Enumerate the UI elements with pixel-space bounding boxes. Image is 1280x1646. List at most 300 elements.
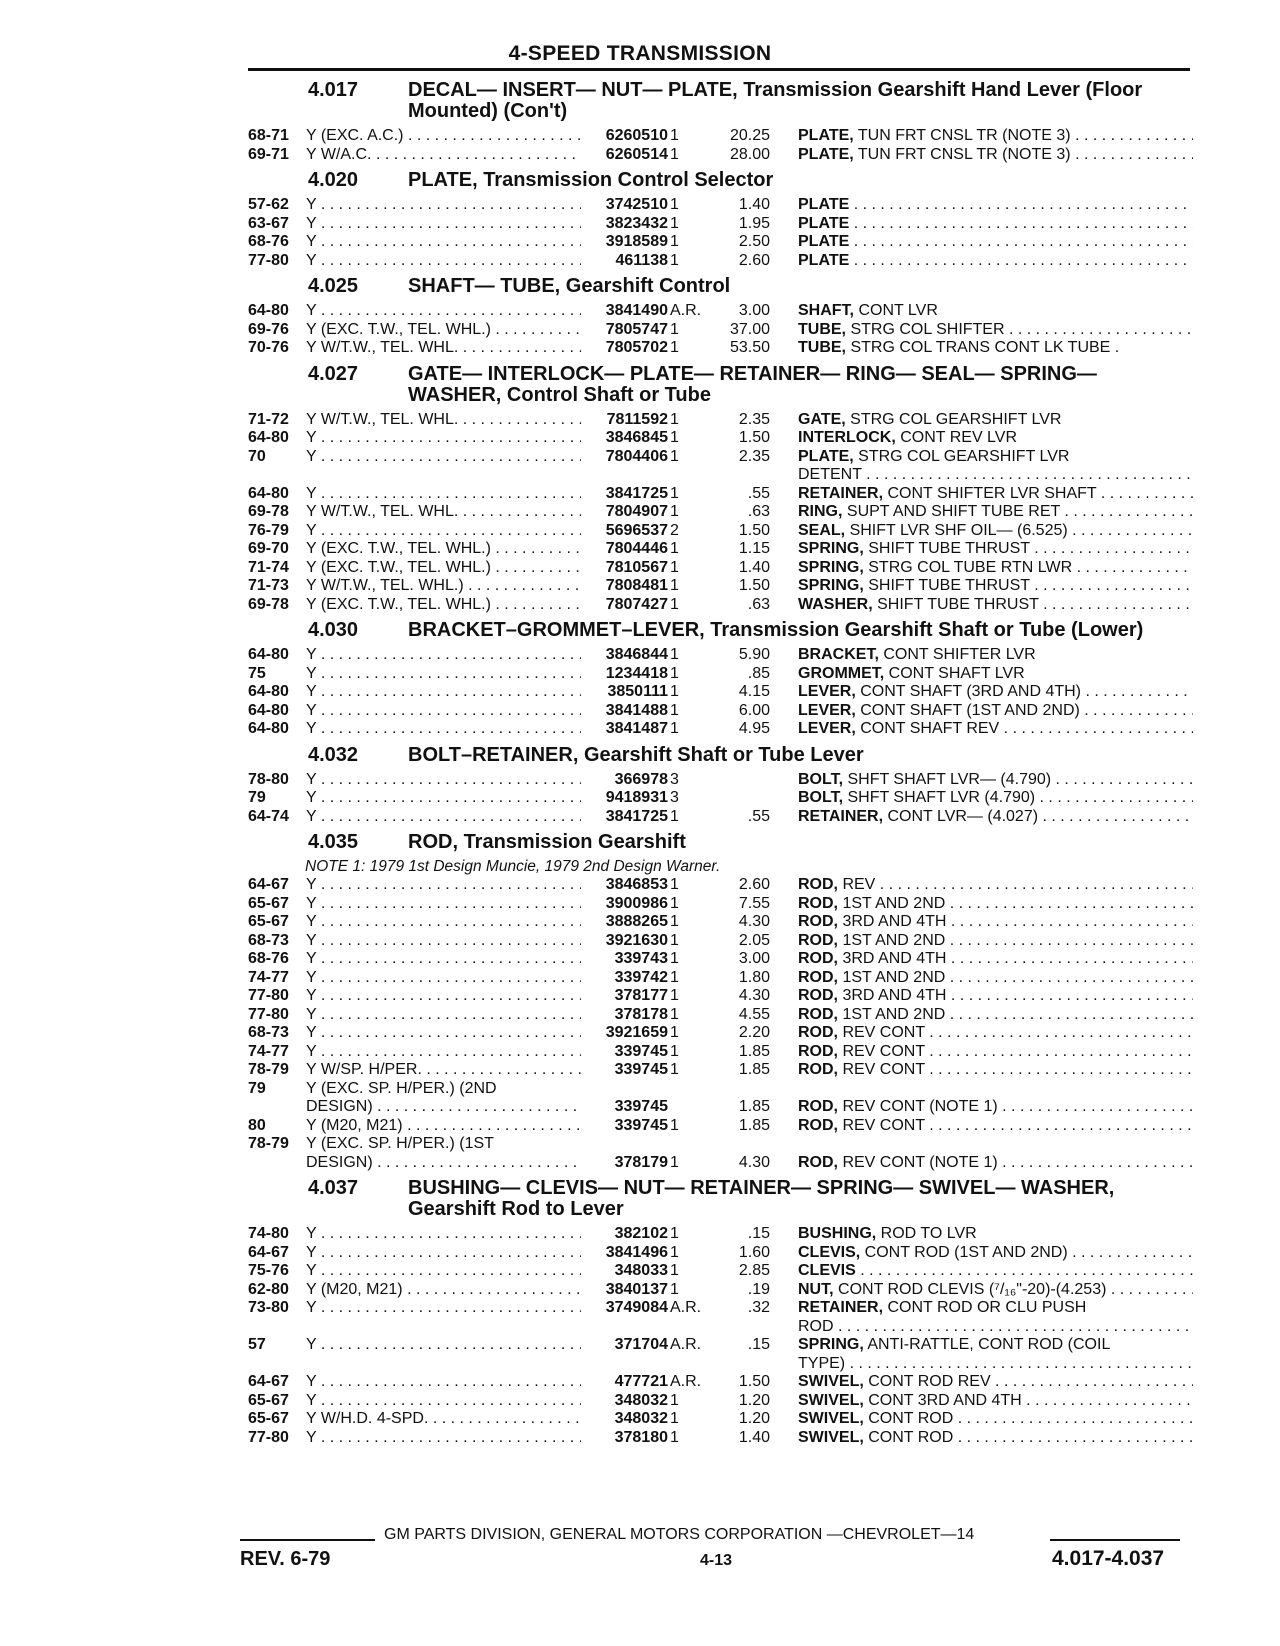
part-description: [770, 771, 1193, 790]
model-years: 64-80: [248, 484, 289, 502]
part-number: 382102: [614, 1225, 668, 1242]
application: Y . . .: [306, 1024, 581, 1043]
part-name: SEAL,: [798, 521, 846, 539]
part-row: [248, 1043, 1193, 1062]
part-name: SPRING,: [798, 577, 864, 594]
part-row: [248, 233, 1193, 252]
model-years: 77-80: [248, 987, 289, 1004]
application: Y . . .: [306, 522, 581, 541]
part-description: [770, 646, 1193, 665]
part-description: [770, 215, 1193, 234]
section-title-description: Transmission Gearshift Hand Lever (Floor Mounted) (Con't): [408, 79, 1143, 122]
section-title: [408, 170, 1193, 191]
part-description: [770, 1080, 1193, 1099]
part-number: 3888265: [605, 913, 668, 930]
part-number: 7808481: [605, 577, 668, 594]
part-number: 7805747: [605, 320, 668, 338]
part-number: 3850111: [607, 683, 668, 700]
price: 1.85: [738, 1042, 770, 1060]
part-row: [248, 1355, 1193, 1374]
section-title-description: Transmission Gearshift Shaft or Tube (Lower): [710, 619, 1144, 641]
section-title: [408, 620, 1193, 641]
part-description: [770, 683, 1193, 702]
part-row: [248, 683, 1193, 702]
part-row: [248, 1061, 1193, 1080]
part-description: [770, 895, 1193, 914]
model-years: 73-80: [248, 1299, 289, 1316]
part-row: [248, 1006, 1193, 1025]
price: 1.20: [738, 1391, 770, 1409]
part-number: 3840137: [605, 1280, 668, 1298]
part-description: [770, 1336, 1193, 1355]
part-name: ROD,: [798, 950, 838, 967]
part-detail: CONT SHAFT (3RD AND 4TH): [855, 683, 1082, 700]
quantity: 1: [670, 447, 679, 465]
quantity: 1: [670, 1391, 679, 1409]
model-years: 65-67: [248, 1391, 289, 1409]
part-name: PLATE: [798, 214, 850, 232]
part-description: [770, 411, 1193, 430]
footer-rule-right: [1050, 1539, 1180, 1541]
model-years: 74-77: [248, 968, 289, 986]
part-detail: TYPE): [798, 1354, 846, 1372]
part-description: [770, 196, 1193, 215]
part-name: PLATE,: [798, 145, 854, 163]
part-detail: STRG COL TUBE RTN LWR: [863, 558, 1073, 576]
price: .63: [747, 595, 770, 613]
part-number: 378179: [614, 1153, 668, 1171]
section-title: [408, 832, 1193, 853]
quantity: 1: [670, 595, 679, 613]
quantity: 1: [670, 913, 679, 930]
part-description: [770, 1373, 1193, 1392]
quantity: 1: [670, 577, 679, 594]
part-number: 7807427: [605, 595, 668, 613]
section-heading: [248, 364, 1193, 406]
price: 4.55: [738, 1005, 770, 1023]
section-title-description: Transmission Control Selector: [483, 169, 774, 191]
part-name: SPRING,: [798, 558, 864, 576]
part-name: SPRING,: [798, 1336, 864, 1353]
part-number: 3841496: [605, 1243, 668, 1261]
model-years: 79: [248, 789, 266, 806]
part-name: SWIVEL,: [798, 1373, 864, 1390]
quantity: 1: [670, 127, 679, 144]
section-title: [408, 1178, 1193, 1220]
quantity: 1: [670, 1428, 679, 1446]
application: Y . . .: [306, 665, 581, 684]
part-row: [248, 1410, 1193, 1429]
model-years: [248, 1318, 306, 1337]
application: Y . . .: [306, 448, 581, 467]
part-description: [770, 127, 1193, 146]
model-years: 79: [248, 1079, 266, 1097]
application: Y W/A.C. . . .: [306, 146, 581, 165]
section-title-keywords: DECAL— INSERT— NUT— PLATE,: [408, 79, 744, 101]
price: 5.90: [738, 646, 770, 663]
price: [710, 789, 770, 808]
part-description: [770, 1355, 1193, 1374]
application: Y . . .: [306, 1043, 581, 1062]
section-title-keywords: BUSHING— CLEVIS— NUT— RETAINER— SPRING— SWIVEL— WASHER,: [408, 1177, 1115, 1199]
part-description: [770, 1318, 1193, 1337]
application: Y (EXC. T.W., TEL. WHL.) . . .: [306, 559, 581, 578]
price: 3.00: [738, 950, 770, 967]
part-row: [248, 577, 1193, 596]
quantity: A.R.: [670, 1336, 702, 1353]
price: 4.15: [738, 683, 770, 700]
section-title-keywords: SHAFT— TUBE,: [408, 275, 566, 297]
model-years: 71-72: [248, 410, 289, 428]
model-years: 77-80: [248, 1428, 289, 1446]
model-years: 69-78: [248, 595, 289, 613]
part-number: [581, 1080, 668, 1099]
model-years: 71-73: [248, 577, 289, 594]
part-description: [770, 1135, 1193, 1154]
part-description: [770, 1262, 1193, 1281]
price: 1.20: [738, 1410, 770, 1427]
application: [306, 1355, 581, 1374]
part-description: [770, 302, 1193, 321]
part-detail: TUN FRT CNSL TR (NOTE 3): [853, 127, 1071, 144]
price: .55: [747, 807, 770, 825]
part-description: [770, 720, 1193, 739]
part-detail: REV CONT: [838, 1024, 925, 1041]
part-number: 3841488: [605, 701, 668, 719]
price: 1.40: [738, 196, 770, 213]
part-description: [770, 429, 1193, 448]
price: 2.20: [738, 1024, 770, 1041]
section-title-description: Control Shaft or Tube: [506, 383, 711, 406]
price: 37.00: [729, 320, 770, 338]
part-name: ROD,: [798, 876, 838, 893]
section-number: 4.037: [308, 1177, 359, 1199]
part-description: [770, 1006, 1193, 1025]
application: Y (EXC. T.W., TEL. WHL.) . . .: [306, 540, 581, 559]
part-description: [770, 1244, 1193, 1263]
price: 1.85: [738, 1116, 770, 1134]
price: 20.25: [729, 127, 770, 144]
quantity: 1: [670, 1005, 679, 1023]
price: 2.35: [738, 410, 770, 428]
model-years: 62-80: [248, 1280, 289, 1298]
section-heading: [248, 832, 1193, 853]
price: 4.30: [738, 1153, 770, 1171]
part-description: [770, 808, 1193, 827]
part-row: [248, 522, 1193, 541]
quantity: 1: [670, 646, 679, 663]
part-description: [770, 503, 1193, 522]
part-detail: ANTI-RATTLE, CONT ROD (COIL: [863, 1336, 1111, 1353]
section-heading: [248, 80, 1193, 122]
price: 1.50: [738, 429, 770, 446]
model-years: 64-67: [248, 876, 289, 893]
part-number: 3841725: [605, 807, 668, 825]
application: Y . . .: [306, 1373, 581, 1392]
application: Y . . .: [306, 1392, 581, 1411]
part-name: PLATE: [798, 196, 850, 213]
part-description: [770, 1225, 1193, 1244]
model-years: 68-71: [248, 127, 289, 144]
part-row: [248, 1318, 1193, 1337]
application: Y . . .: [306, 895, 581, 914]
model-years: 70: [248, 447, 266, 465]
part-row: [248, 503, 1193, 522]
model-years: 64-80: [248, 701, 289, 719]
application: Y . . .: [306, 932, 581, 951]
model-years: [248, 1154, 306, 1173]
quantity: 1: [670, 1243, 679, 1261]
price: 1.50: [738, 577, 770, 594]
price: [710, 1355, 770, 1374]
quantity: 3: [670, 770, 679, 788]
part-name: RING,: [798, 503, 843, 520]
application: Y . . .: [306, 720, 581, 739]
part-row: [248, 1098, 1193, 1117]
quantity: 1: [670, 558, 679, 576]
part-number: 7811592: [606, 410, 668, 428]
part-name: WASHER,: [798, 595, 873, 613]
part-detail: REV CONT: [838, 1116, 925, 1134]
model-years: 77-80: [248, 251, 289, 269]
section-note: NOTE 1: 1979 1st Design Muncie, 1979 2nd Design Warner.: [305, 858, 721, 875]
part-row: [248, 913, 1193, 932]
part-row: [248, 252, 1193, 271]
application: Y . . .: [306, 987, 581, 1006]
section-title: [408, 276, 1193, 297]
part-detail: SHFT SHAFT LVR (4.790): [843, 789, 1036, 806]
part-detail: STRG COL GEARSHIFT LVR: [853, 447, 1070, 465]
part-number: 3841490: [605, 302, 668, 319]
application: Y . . .: [306, 233, 581, 252]
quantity: 3: [670, 789, 679, 806]
quantity: 1: [670, 196, 679, 213]
model-years: 74-77: [248, 1042, 289, 1060]
application: DESIGN) . . .: [306, 1098, 581, 1117]
part-detail: CONT LVR— (4.027): [883, 807, 1039, 825]
part-detail: 1ST AND 2ND: [838, 1005, 946, 1023]
part-number: [581, 466, 668, 485]
section-title: [408, 364, 1193, 406]
section-number: 4.032: [308, 743, 359, 766]
application: Y . . .: [306, 1299, 581, 1318]
price: 1.40: [738, 1428, 770, 1446]
model-years: 64-80: [248, 646, 289, 663]
part-row: [248, 1299, 1193, 1318]
part-description: [770, 789, 1193, 808]
price: 2.60: [738, 876, 770, 893]
application: Y W/T.W., TEL. WHL. . . .: [306, 411, 581, 430]
part-number: 371704: [614, 1336, 668, 1353]
part-row: [248, 987, 1193, 1006]
quantity: 1: [670, 1262, 679, 1279]
part-name: TUBE,: [798, 339, 846, 356]
quantity: 1: [670, 987, 679, 1004]
part-row: [248, 1336, 1193, 1355]
section-4-030: [248, 620, 1193, 739]
part-number: 3900986: [605, 894, 668, 912]
model-years: 63-67: [248, 214, 289, 232]
application: Y . . .: [306, 683, 581, 702]
model-years: 77-80: [248, 1005, 289, 1023]
part-number: 9418931: [605, 789, 668, 806]
part-number: 348032: [614, 1410, 668, 1427]
section-title-description: Gearshift Control: [565, 275, 731, 297]
section-number: 4.030: [308, 619, 359, 641]
part-name: RETAINER,: [798, 484, 884, 502]
quantity: 1: [670, 664, 679, 682]
price: 28.00: [729, 145, 770, 163]
part-name: GROMMET,: [798, 664, 885, 682]
application: Y . . .: [306, 1225, 581, 1244]
part-name: PLATE,: [798, 447, 854, 465]
part-detail: SHIFT TUBE THRUST: [863, 540, 1030, 557]
part-number: 3918589: [605, 233, 668, 250]
application: Y . . .: [306, 789, 581, 808]
part-number: 3841487: [605, 720, 668, 737]
part-row: [248, 321, 1193, 340]
part-name: INTERLOCK,: [798, 429, 896, 446]
price: 2.35: [738, 447, 770, 465]
part-name: CLEVIS,: [798, 1243, 861, 1261]
part-name: SPRING,: [798, 540, 864, 557]
model-years: 64-67: [248, 1373, 289, 1390]
application: Y (EXC. T.W., TEL. WHL.) . . .: [306, 321, 581, 340]
part-row: [248, 969, 1193, 988]
model-years: 69-71: [248, 145, 289, 163]
part-number: 3921630: [605, 931, 668, 949]
part-detail: STRG COL GEARSHIFT LVR: [845, 410, 1062, 428]
footer-text: GM PARTS DIVISION, GENERAL MOTORS CORPORATION —CHEVROLET—14: [384, 1526, 975, 1543]
section-number: 4.020: [308, 169, 359, 191]
application: Y . . .: [306, 808, 581, 827]
part-number: 7805702: [605, 339, 668, 356]
part-description: [770, 252, 1193, 271]
part-row: [248, 950, 1193, 969]
part-number: 477721: [614, 1373, 668, 1390]
application: Y . . .: [306, 913, 581, 932]
model-years: 78-80: [248, 770, 289, 788]
price: 6.00: [738, 701, 770, 719]
application: Y . . .: [306, 702, 581, 721]
part-number: 378180: [614, 1428, 668, 1446]
section-4-020: [248, 170, 1193, 270]
quantity: 1: [670, 720, 679, 737]
part-detail: CONT ROD: [863, 1428, 954, 1446]
price: 2.60: [738, 251, 770, 269]
application: [306, 466, 581, 485]
part-number: 3846844: [605, 646, 668, 663]
part-number: 7804446: [605, 540, 668, 557]
section-title-description: Gearshift Shaft or Tube Lever: [583, 743, 864, 766]
quantity: 1: [670, 320, 679, 338]
part-row: [248, 429, 1193, 448]
application: Y (EXC. SP. H/PER.) (1ST: [306, 1135, 494, 1152]
part-name: ROD,: [798, 1042, 838, 1060]
part-name: PLATE: [798, 233, 850, 250]
quantity: 2: [670, 521, 679, 539]
part-description: [770, 876, 1193, 895]
part-number: 3742510: [605, 196, 668, 213]
price: 1.95: [738, 214, 770, 232]
part-row: [248, 1154, 1193, 1173]
part-description: [770, 466, 1193, 485]
model-years: 69-76: [248, 320, 289, 338]
part-number: 3921659: [605, 1024, 668, 1041]
model-years: 75-76: [248, 1262, 289, 1279]
part-row: [248, 466, 1193, 485]
part-detail: CONT SHIFTER LVR: [878, 646, 1036, 663]
model-years: 64-80: [248, 302, 289, 319]
model-years: 78-79: [248, 1135, 289, 1152]
part-number: 1234418: [605, 664, 668, 682]
quantity: 1: [670, 931, 679, 949]
quantity: 1: [670, 894, 679, 912]
section-4-037: [248, 1178, 1193, 1447]
quantity: 1: [670, 339, 679, 356]
model-years: 64-67: [248, 1243, 289, 1261]
section-title-keywords: GATE— INTERLOCK— PLATE— RETAINER— RING— SEAL— SPRING— WASHER,: [408, 362, 1097, 406]
part-number: 5696537: [605, 521, 668, 539]
part-detail: 1ST AND 2ND: [838, 931, 946, 949]
part-detail: ROD: [798, 1317, 834, 1335]
part-number: 339743: [614, 950, 668, 967]
quantity: 1: [670, 1225, 679, 1242]
price: 1.80: [738, 968, 770, 986]
quantity: [668, 1355, 710, 1374]
section-title-keywords: BRACKET–GROMMET–LEVER,: [408, 619, 711, 641]
quantity: A.R.: [670, 1299, 702, 1316]
price: 1.85: [738, 1061, 770, 1078]
part-detail: 3RD AND 4TH: [838, 950, 947, 967]
part-number: 339745: [614, 1042, 668, 1060]
revision-label: REV. 6-79: [240, 1548, 331, 1570]
part-description: [770, 1299, 1193, 1318]
part-name: BOLT,: [798, 789, 844, 806]
part-detail: REV CONT: [838, 1061, 925, 1078]
part-number: 366978: [614, 770, 668, 788]
application: Y (EXC. T.W., TEL. WHL.) . . .: [306, 596, 581, 615]
page-title: 4-SPEED TRANSMISSION: [508, 42, 772, 65]
model-years: 68-73: [248, 931, 289, 949]
application: Y W/T.W., TEL. WHL. . . .: [306, 503, 581, 522]
part-row: [248, 146, 1193, 165]
quantity: 1: [670, 429, 679, 446]
quantity: 1: [670, 503, 679, 520]
part-detail: SHIFT LVR SHF OIL— (6.525): [845, 521, 1068, 539]
part-row: [248, 895, 1193, 914]
model-years: 57-62: [248, 196, 289, 213]
section-number: 4.025: [308, 275, 359, 297]
section-heading: [248, 620, 1193, 641]
part-name: ROD,: [798, 1024, 838, 1041]
part-name: ROD,: [798, 913, 838, 930]
part-name: ROD,: [798, 1098, 838, 1115]
application: [306, 1318, 581, 1337]
part-number: 348032: [614, 1391, 668, 1409]
price: 7.55: [738, 894, 770, 912]
part-number: [581, 1318, 668, 1337]
section-title-keywords: BOLT–RETAINER,: [408, 743, 584, 766]
part-number: 7804406: [605, 447, 668, 465]
page-number: 4-13: [700, 1552, 733, 1569]
part-number: 339745: [614, 1061, 668, 1078]
part-description: [770, 321, 1193, 340]
quantity: 1: [670, 1024, 679, 1041]
part-name: SWIVEL,: [798, 1391, 864, 1409]
application: Y W/T.W., TEL. WHL. . . .: [306, 339, 581, 358]
part-name: SHAFT,: [798, 302, 854, 319]
